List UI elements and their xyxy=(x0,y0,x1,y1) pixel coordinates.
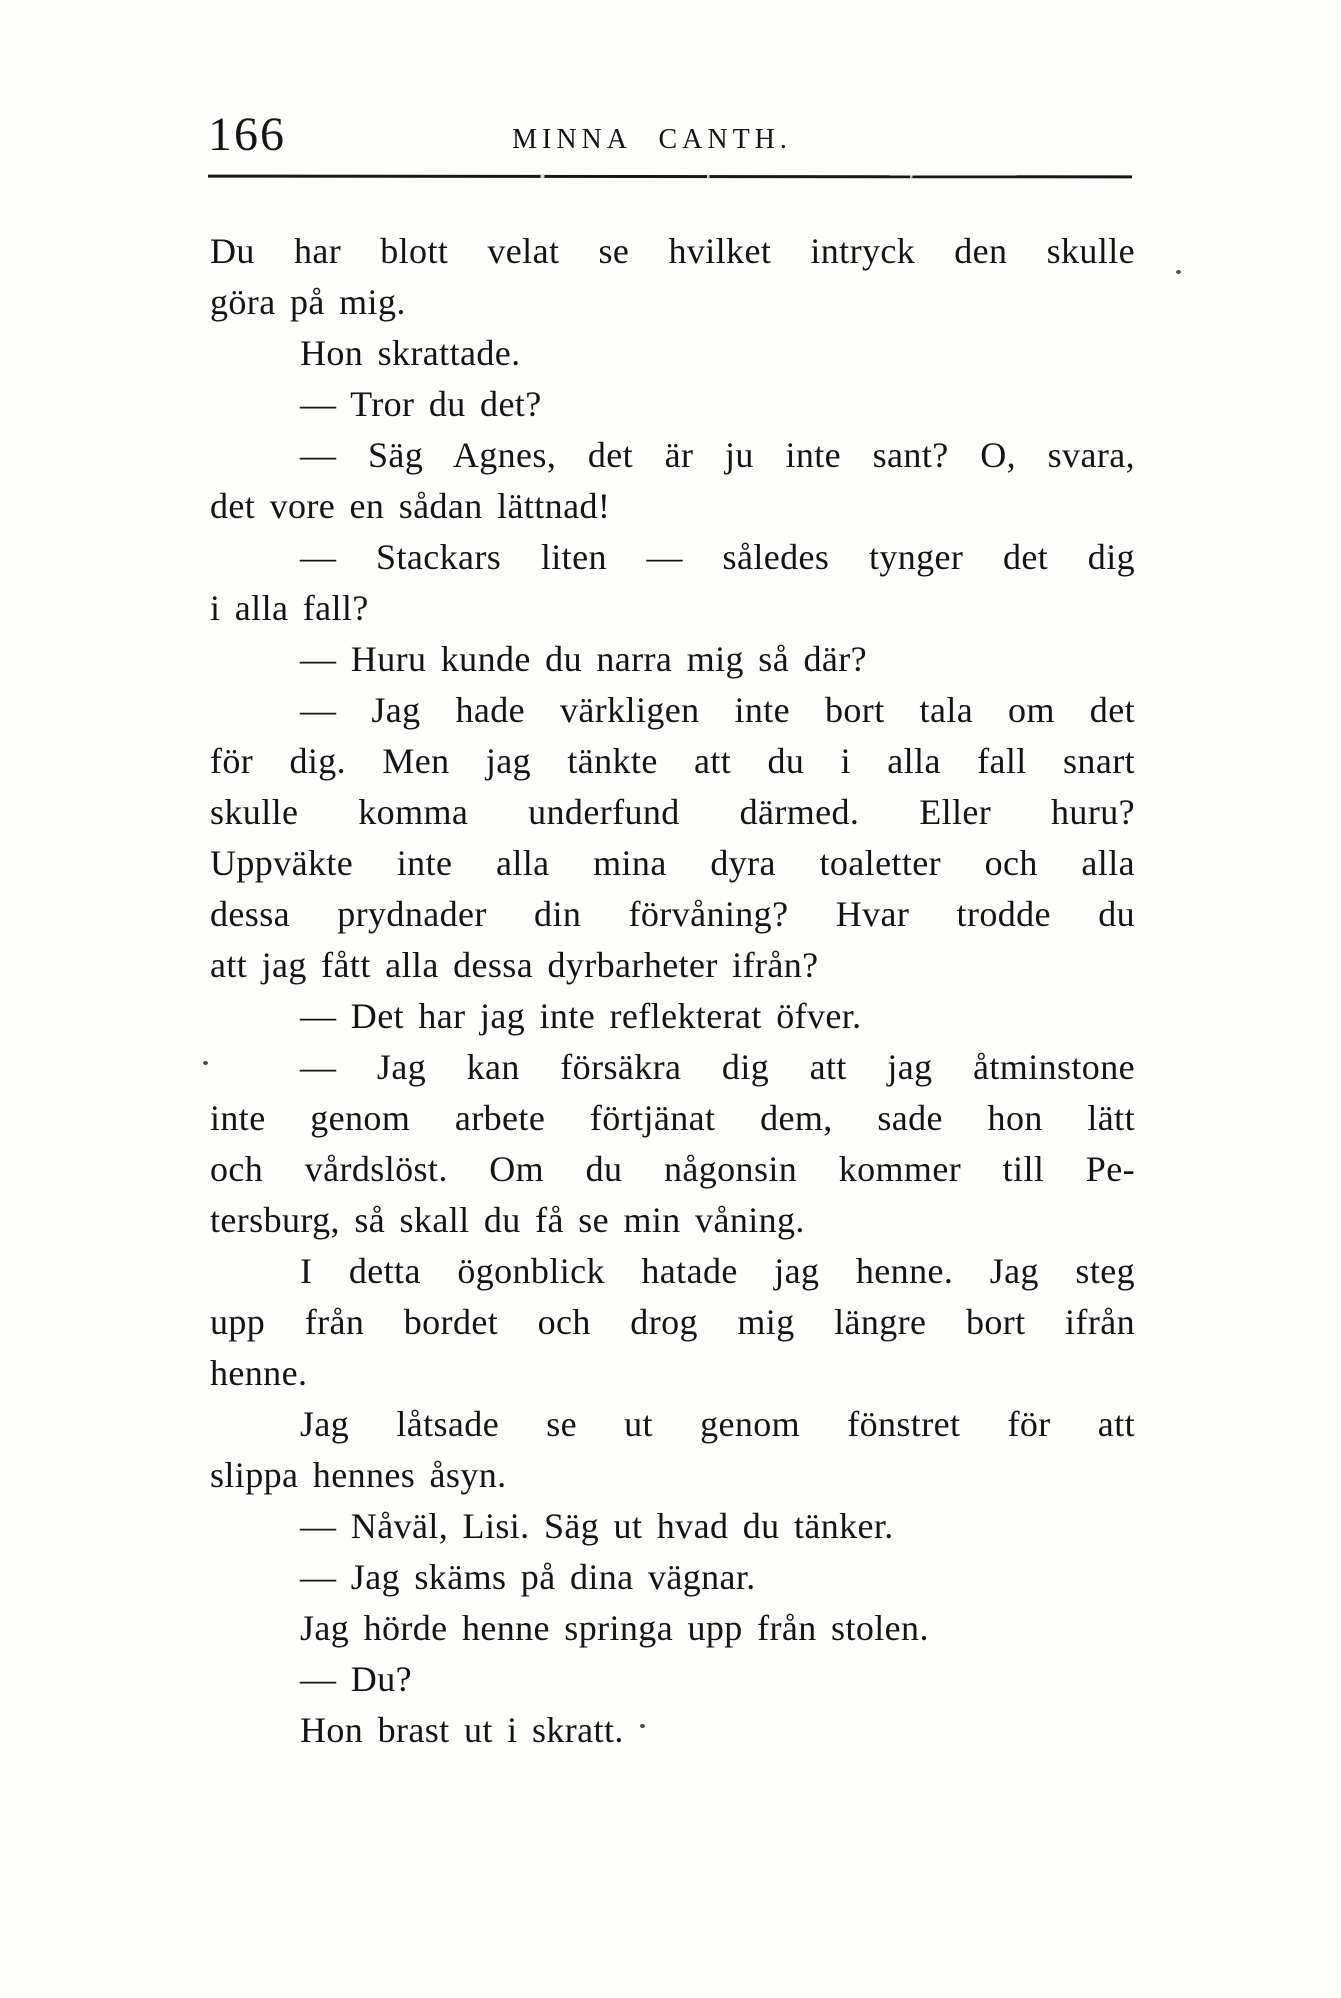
text-line: — Huru kunde du narra mig så där? xyxy=(300,639,868,679)
text-line: — Jag kan försäkra dig att jag åtminstone xyxy=(300,1047,1135,1087)
text-line: Jag hörde henne springa upp från stolen. xyxy=(300,1608,929,1648)
text-line: att jag fått alla dessa dyrbarheter ifrån? xyxy=(210,945,819,985)
text-line: göra på mig. xyxy=(210,282,406,322)
running-title: MINNA CANTH. xyxy=(512,124,792,155)
text-line: skulle komma underfund därmed. Eller huru? xyxy=(210,792,1135,832)
text-line: Uppväkte inte alla mina dyra toaletter och alla xyxy=(210,843,1135,883)
text-line: Hon skrattade. xyxy=(300,333,521,373)
scan-speck xyxy=(640,1724,645,1728)
text-line: det vore en sådan lättnad! xyxy=(210,486,611,526)
text-line: tersburg, så skall du få se min våning. xyxy=(210,1200,805,1240)
text-line: — Jag skäms på dina vägnar. xyxy=(300,1557,756,1597)
text-line: för dig. Men jag tänkte att du i alla fall snart xyxy=(210,741,1135,781)
scan-speck xyxy=(1176,270,1181,274)
text-line: — Du? xyxy=(300,1659,412,1699)
page-number: 166 xyxy=(208,108,286,161)
text-line: — Säg Agnes, det är ju inte sant? O, svara, xyxy=(300,435,1135,475)
text-line: henne. xyxy=(210,1353,308,1393)
scan-speck xyxy=(203,1061,208,1065)
text-line: — Det har jag inte reflekterat öfver. xyxy=(300,996,862,1036)
text-line: Jag låtsade se ut genom fönstret för att xyxy=(300,1404,1135,1444)
text-line: och vårdslöst. Om du någonsin kommer till Pe- xyxy=(210,1149,1135,1189)
text-block xyxy=(210,226,1135,1756)
text-line: i alla fall? xyxy=(210,588,369,628)
text-line: slippa hennes åsyn. xyxy=(210,1455,507,1495)
text-line: Hon brast ut i skratt. xyxy=(300,1710,624,1750)
text-line: Du har blott velat se hvilket intryck den skulle xyxy=(210,231,1135,271)
text-line: — Nåväl, Lisi. Säg ut hvad du tänker. xyxy=(300,1506,894,1546)
text-line: I detta ögonblick hatade jag henne. Jag steg xyxy=(300,1251,1135,1291)
header-rule xyxy=(208,175,1132,179)
text-line: dessa prydnader din förvåning? Hvar trodde du xyxy=(210,894,1135,934)
text-line: upp från bordet och drog mig längre bort ifrån xyxy=(210,1302,1135,1342)
text-line: inte genom arbete förtjänat dem, sade hon lätt xyxy=(210,1098,1135,1138)
text-line: — Jag hade värkligen inte bort tala om det xyxy=(300,690,1135,730)
text-line: — Tror du det? xyxy=(300,384,542,424)
text-line: — Stackars liten — således tynger det dig xyxy=(300,537,1135,577)
